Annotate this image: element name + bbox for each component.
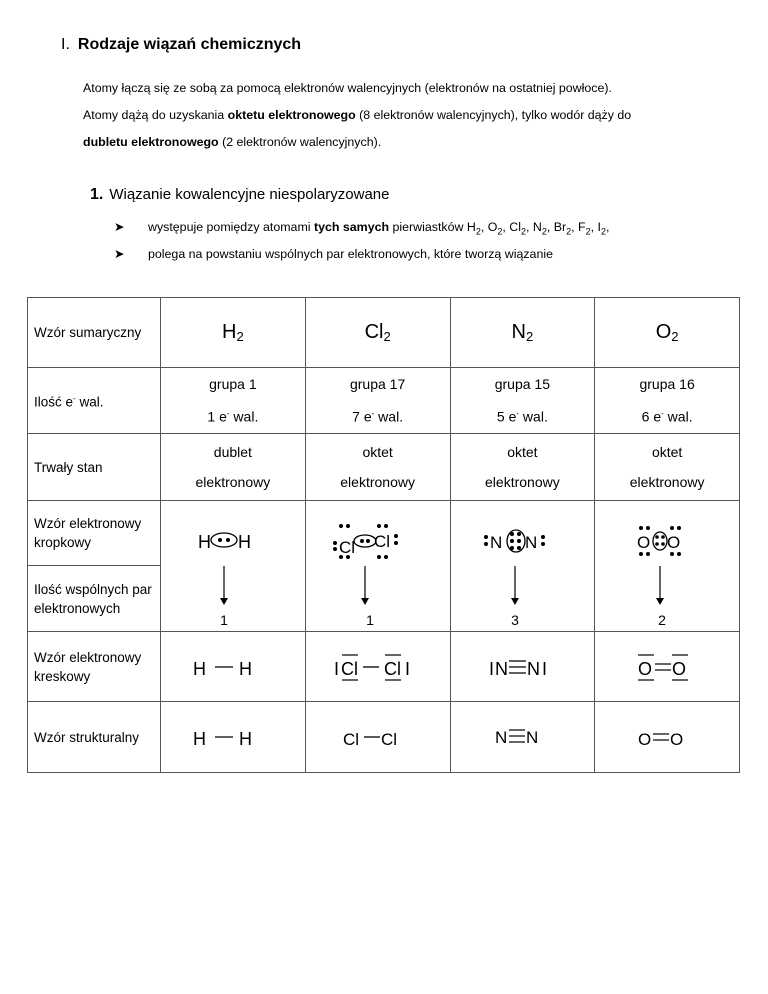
label-dot: Wzór elektronowy kropkowy	[28, 501, 160, 566]
label-shared: Ilość wspólnych par elektronowych	[34, 581, 152, 616]
formula-o2: $O_2$	[595, 298, 740, 368]
valence-h: grupa 1 1 e- wal.	[161, 368, 306, 434]
atom-o-right: O	[667, 533, 681, 552]
shared-pairs-n2: 3	[511, 612, 520, 628]
dash-n-left: N	[495, 658, 509, 679]
atom-cl-left: Cl	[338, 538, 355, 557]
dot-diagram-o2	[597, 501, 737, 631]
dash-cl2-cell	[305, 632, 450, 702]
row-stable	[28, 434, 740, 501]
bullet-1: ➤ występuje pomiędzy atomami tych samych pierwiastków $H_2$, $O_2$, $Cl_2$, $N_2$, $Br_2$, $F_2$, $I_2$,	[114, 220, 610, 237]
intro-line-1: Atomy łączą się ze sobą za pomocą elektronów walencyjnych (elektronów na ostatniej powłoce).	[83, 81, 612, 95]
row-dot-and-shared	[28, 501, 740, 632]
label-formula: Wzór sumaryczny	[28, 298, 161, 368]
dash-diagram-o2	[597, 647, 737, 687]
dot-diagram-h2	[163, 501, 303, 631]
shared-pairs-o2: 2	[658, 612, 667, 628]
shared-pairs-h2: 1	[219, 612, 228, 628]
lone-pair-mark: I	[333, 658, 339, 679]
valence-o: grupa 16 6 e- wal.	[595, 368, 740, 434]
arrow-bullet-icon: ➤	[114, 247, 125, 261]
atom-n-left: N	[490, 533, 503, 552]
shared-pairs-cl2: 1	[365, 612, 374, 628]
atom-h-right: H	[237, 532, 251, 552]
dash-n2-cell	[450, 632, 595, 702]
bullet-2: ➤ polega na powstaniu wspólnych par elektronowych, które tworzą wiązanie	[114, 247, 553, 261]
section-number: I.	[61, 36, 70, 53]
dot-diagram-n2	[452, 501, 592, 631]
atom-h-left: H	[197, 532, 211, 552]
struct-n-right: N	[526, 728, 539, 747]
atom-o-left: O	[637, 533, 651, 552]
struct-o2-cell	[595, 702, 740, 773]
dash-cl-right: Cl	[383, 658, 401, 679]
dot-n2-cell	[450, 501, 595, 632]
dash-o-left: O	[638, 658, 653, 679]
struct-n-left: N	[495, 728, 508, 747]
formula-n2: $N_2$	[450, 298, 595, 368]
struct-cl-right: Cl	[380, 730, 397, 749]
atom-cl-right: Cl	[373, 532, 390, 551]
subscript: 2	[585, 226, 591, 237]
struct-n2-cell	[450, 702, 595, 773]
label-structural: Wzór strukturalny	[28, 702, 161, 773]
struct-diagram-h2	[163, 717, 303, 757]
lone-pair-mark: I	[404, 658, 410, 679]
shared-pair-ring	[507, 530, 525, 552]
formula-h2: $H_2$	[161, 298, 306, 368]
label-valence: Ilość e- wal.	[28, 368, 161, 434]
element-symbol: , F	[571, 220, 586, 234]
subsection-title: Wiązanie kowalencyjne niespolaryzowane	[109, 186, 390, 203]
stable-cl: oktet elektronowy	[305, 434, 450, 501]
dash-n-right: N	[527, 658, 541, 679]
struct-o-right: O	[670, 730, 684, 749]
struct-diagram-o2	[597, 717, 737, 757]
subscript: 2	[497, 226, 503, 237]
struct-o-left: O	[638, 730, 652, 749]
section-title: Rodzaje wiązań chemicznych	[77, 36, 302, 53]
dash-h-left: H	[192, 658, 206, 679]
dot-diagram-cl2	[308, 501, 448, 631]
arrow-head-icon	[220, 598, 228, 605]
arrow-head-icon	[656, 598, 664, 605]
element-symbol: , Cl	[502, 220, 521, 234]
subscript: 2	[520, 226, 526, 237]
shared-pair-ring	[354, 535, 376, 547]
intro-line-2: Atomy dążą do uzyskania oktetu elektronowego (8 elektronów walencyjnych), tylko wodór dąży do	[83, 108, 632, 122]
valence-n: grupa 15 5 e- wal.	[450, 368, 595, 434]
shared-pair-ring	[211, 533, 237, 547]
stable-h: dublet elektronowy	[161, 434, 306, 501]
atom-n-right: N	[525, 533, 538, 552]
label-dot-shared	[28, 501, 161, 632]
subscript: 2	[600, 226, 606, 237]
subsection-number: 1.	[90, 186, 104, 203]
arrow-head-icon	[361, 598, 369, 605]
element-symbol: ,	[605, 220, 610, 234]
dash-h2-cell	[161, 632, 306, 702]
dash-diagram-n2	[452, 647, 592, 687]
dot-o2-cell	[595, 501, 740, 632]
element-list	[475, 220, 610, 237]
struct-diagram-cl2	[308, 717, 448, 757]
row-dash	[28, 632, 740, 702]
element-symbol: , I	[590, 220, 601, 234]
subscript: 2	[475, 226, 481, 237]
dash-h-right: H	[238, 658, 252, 679]
struct-cl2-cell	[305, 702, 450, 773]
shared-pair-ring	[653, 532, 667, 550]
element-symbol: , N	[525, 220, 542, 234]
stable-n: oktet elektronowy	[450, 434, 595, 501]
dash-diagram-cl2	[308, 647, 448, 687]
arrow-head-icon	[511, 598, 519, 605]
element-symbol: , Br	[546, 220, 567, 234]
subsection-heading	[90, 186, 390, 204]
element-symbol: , O	[480, 220, 498, 234]
row-formula	[28, 298, 740, 368]
row-structural	[28, 702, 740, 773]
struct-h2-cell	[161, 702, 306, 773]
label-dash: Wzór elektronowy kreskowy	[28, 632, 161, 702]
stable-o: oktet elektronowy	[595, 434, 740, 501]
valence-cl: grupa 17 7 e- wal.	[305, 368, 450, 434]
dash-o2-cell	[595, 632, 740, 702]
formula-cl2: $Cl_2$	[305, 298, 450, 368]
bonds-table	[27, 297, 740, 773]
struct-diagram-n2	[452, 717, 592, 757]
dash-diagram-h2	[163, 647, 303, 687]
intro-line-3: dubletu elektronowego (2 elektronów walencyjnych).	[83, 135, 382, 149]
struct-cl-left: Cl	[342, 730, 359, 749]
lone-pair-mark: I	[542, 658, 548, 679]
section-heading	[61, 36, 301, 54]
row-valence	[28, 368, 740, 434]
lone-pair-mark: I	[489, 658, 495, 679]
subscript: 2	[541, 226, 547, 237]
struct-h-left: H	[192, 729, 206, 749]
label-stable: Trwały stan	[28, 434, 161, 501]
dot-h2-cell	[161, 501, 306, 632]
subscript: 2	[566, 226, 572, 237]
dash-cl-left: Cl	[340, 658, 358, 679]
arrow-bullet-icon: ➤	[114, 220, 125, 234]
struct-h-right: H	[238, 729, 252, 749]
dash-o-right: O	[672, 658, 687, 679]
dot-cl2-cell	[305, 501, 450, 632]
